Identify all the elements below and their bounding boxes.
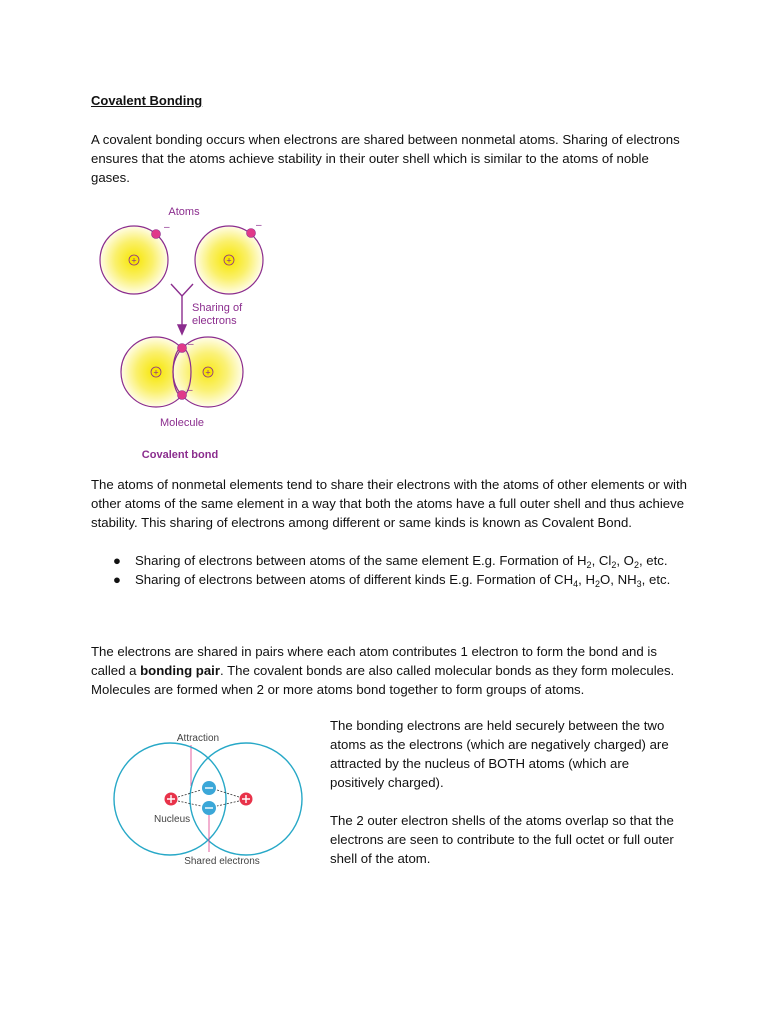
electron-icon [178,391,187,400]
side-paragraph-2: The 2 outer electron shells of the atoms overlap so that the electrons are seen to contribute to the full octet or full outer shell of the atom. [330,813,674,866]
bonding-pair-paragraph: The electrons are shared in pairs where each atom contributes 1 electron to form the bond and is called a bonding pair. The covalent bonds are also called molecular bonds as they form molecules. Molecules are formed when 2 or more atoms bond together to form groups of atoms. [91,644,675,697]
nucleus-plus-icon: + [205,367,211,378]
covalent-bond-diagram [92,198,272,468]
nucleus-plus-icon: + [226,255,232,266]
intro-paragraph: A covalent bonding occurs when electrons are shared between nonmetal atoms. Sharing of electrons ensures that the atoms achieve stability in their outer shell which is similar to the atoms of noble gases. [91,132,680,185]
nucleus-plus-icon: + [153,367,159,378]
minus-sign: – [187,385,193,396]
electron-icon [152,230,161,239]
shared-electrons-label: Shared electrons [184,856,260,867]
atom-right [195,220,263,294]
sharing-label: electrons [192,315,237,327]
figure-caption: Covalent bond [141,449,219,461]
list-item: ● Sharing of electrons between atoms of different kinds E.g. Formation of $CH_4$, $H_2O$, $NH_3$, etc. [113,572,671,589]
minus-sign: – [188,339,194,350]
atoms-label: Atoms [168,206,200,218]
bullet-icon: ● [113,553,121,568]
electron-icon [247,229,256,238]
nucleus-label: Nucleus [154,814,191,825]
bonding-paragraph: The atoms of nonmetal elements tend to share their electrons with the atoms of other elements or with other atoms of the same element in a way that both the atoms have a full outer shell and thus achieve stability. This sharing of electrons among different or same kinds is known as Covalent Bond. [91,477,687,530]
overlap-diagram [108,724,308,874]
sharing-label: Sharing of [192,302,243,314]
molecule [121,337,243,407]
list-item: ● Sharing of electrons between atoms of the same element E.g. Formation of $H_2$, $Cl_2$, $O_2$, etc. [113,553,668,570]
bullet-list [91,551,691,589]
attraction-label: Attraction [176,733,220,744]
electron-icon [178,344,187,353]
bullet-icon: ● [113,572,121,587]
side-paragraph-1: The bonding electrons are held securely between the two atoms as the electrons (which are negatively charged) are attracted by the nucleus of BOTH atoms (which are positively charged). [330,718,669,790]
molecule-label: Molecule [159,417,205,429]
bonding-pair-term: bonding pair [140,663,220,678]
minus-sign: – [256,220,262,231]
page-title: Covalent Bonding [91,93,203,108]
nucleus-plus-icon: + [131,255,137,266]
sharing-arrow-icon [171,284,193,334]
minus-sign: – [164,222,170,233]
atom-left [100,222,170,294]
